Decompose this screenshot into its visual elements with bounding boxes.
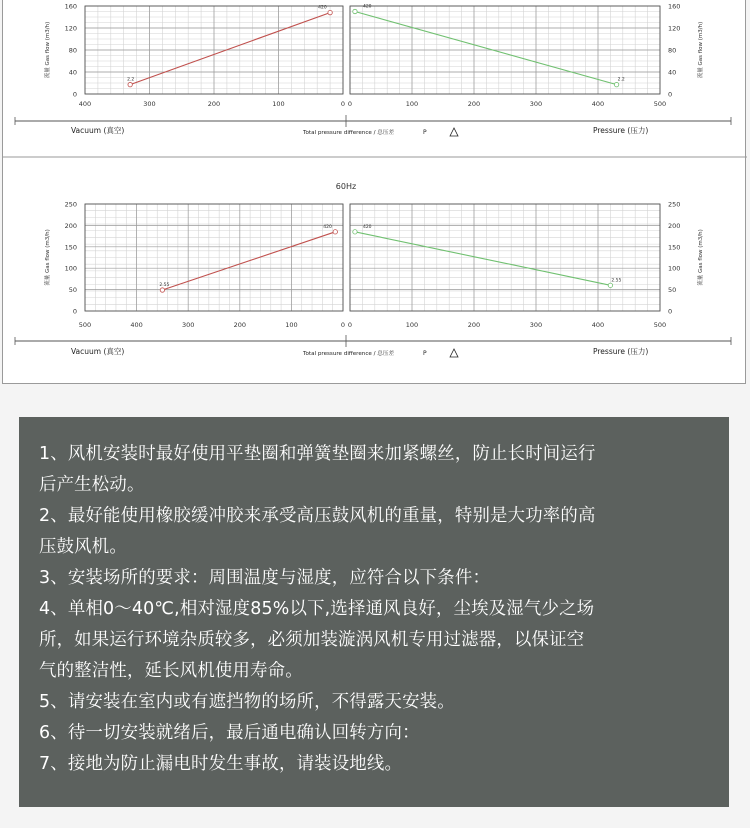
- y-tick-label: 250: [668, 200, 681, 209]
- y-tick-label: 50: [68, 286, 77, 295]
- charts-frame: [2, 0, 746, 384]
- x-tick-label: 300: [529, 321, 543, 329]
- series-line-vacuum: [130, 13, 330, 85]
- y-tick-label: 0: [668, 90, 673, 99]
- x-axis-label-right: Pressure (压力): [593, 126, 649, 135]
- y-tick-label: 150: [64, 243, 77, 252]
- x-tick-label: 200: [233, 321, 247, 329]
- data-point: [608, 283, 612, 287]
- data-label: 2.2: [617, 77, 625, 83]
- y-tick-label: 120: [668, 24, 681, 33]
- x-tick-label: 200: [467, 321, 481, 329]
- x-axis-label-right: Pressure (压力): [593, 347, 649, 356]
- note-line: 所，如果运行环境杂质较多，必须加装漩涡风机专用过滤器，以保证空: [39, 630, 585, 650]
- data-label: 420: [323, 224, 332, 230]
- x-tick-label: 100: [272, 100, 285, 108]
- data-point: [353, 230, 357, 234]
- y-tick-label: 0: [72, 90, 77, 99]
- y-tick-label: 100: [668, 264, 681, 273]
- chart-1: [15, 182, 731, 357]
- installation-notes-panel: [19, 417, 729, 807]
- y-axis-label: 流量 Gas flow (m3/h): [45, 21, 51, 79]
- y-tick-label: 80: [668, 46, 677, 55]
- data-label: 420: [362, 4, 372, 10]
- data-point: [614, 82, 618, 86]
- left-panel: [43, 201, 345, 330]
- note-line: 7、接地为防止漏电时发生事故，请装设地线。: [39, 754, 403, 774]
- x-tick-label: 400: [591, 321, 605, 329]
- y-tick-label: 200: [64, 221, 77, 230]
- note-line: 6、待一切安装就绪后，最后通电确认回转方向：: [39, 723, 420, 743]
- data-point: [160, 288, 164, 292]
- y-tick-label: 40: [68, 68, 77, 77]
- note-line: 4、单相0～40℃,相对湿度85%以下,选择通风良好，尘埃及湿气少之场: [39, 599, 595, 619]
- x-tick-label: 300: [529, 100, 543, 108]
- x-axis-label-symbol: P: [423, 129, 427, 136]
- delta-icon: [450, 349, 458, 357]
- x-tick-label: 100: [405, 100, 419, 108]
- y-tick-label: 80: [68, 46, 77, 55]
- y-tick-label: 250: [64, 200, 77, 209]
- performance-charts: [3, 0, 747, 384]
- y-axis-label: 流量 Gas flow (m3/h): [45, 229, 51, 286]
- y-tick-label: 160: [668, 2, 681, 11]
- x-tick-label: 400: [591, 100, 605, 108]
- note-line: 后产生松动。: [39, 475, 145, 495]
- note-line: 气的整洁性，延长风机使用寿命。: [39, 661, 303, 681]
- y-axis-label: 流量 Gas flow (m3/h): [698, 229, 704, 286]
- x-tick-label: 500: [653, 321, 667, 329]
- data-label: 2.55: [611, 278, 622, 284]
- x-axis-label-center: Total pressure difference / 总压差: [303, 351, 395, 357]
- data-point: [328, 10, 332, 14]
- x-tick-label: 500: [653, 100, 667, 108]
- chart-0: [3, 3, 747, 158]
- data-label: 2.2: [127, 77, 135, 83]
- x-tick-label: 0: [340, 100, 346, 108]
- right-panel: [348, 3, 704, 109]
- x-tick-label: 400: [130, 321, 143, 329]
- x-tick-label: 0: [347, 321, 353, 329]
- data-point: [128, 82, 132, 86]
- y-tick-label: 150: [668, 243, 681, 252]
- data-label: 2.55: [159, 283, 170, 289]
- y-tick-label: 0: [72, 307, 77, 316]
- y-tick-label: 100: [64, 264, 77, 273]
- y-axis-label: 流量 Gas flow (m3/h): [698, 21, 704, 79]
- y-tick-label: 200: [668, 221, 681, 230]
- y-tick-label: 160: [64, 2, 77, 11]
- x-tick-label: 500: [78, 321, 92, 329]
- x-axis-label-left: Vacuum (真空): [71, 126, 125, 135]
- right-panel: [348, 201, 704, 330]
- x-tick-label: 200: [207, 100, 221, 108]
- x-axis-label-center: Total pressure difference / 总压差: [303, 130, 395, 136]
- x-tick-label: 0: [340, 321, 346, 329]
- x-axis-label-symbol: P: [423, 350, 427, 357]
- x-axis-label-left: Vacuum (真空): [71, 347, 125, 356]
- x-tick-label: 400: [78, 100, 92, 108]
- x-tick-label: 100: [405, 321, 419, 329]
- data-point: [353, 9, 357, 13]
- x-tick-label: 300: [181, 321, 195, 329]
- y-tick-label: 120: [64, 24, 77, 33]
- x-tick-label: 300: [143, 100, 156, 108]
- note-line: 压鼓风机。: [39, 537, 127, 557]
- note-line: 5、请安装在室内或有遮挡物的场所，不得露天安装。: [39, 692, 455, 712]
- note-line: 2、最好能使用橡胶缓冲胶来承受高压鼓风机的重量，特别是大功率的高: [39, 506, 596, 526]
- data-label: 420: [362, 224, 372, 230]
- note-line: 1、风机安装时最好使用平垫圈和弹簧垫圈来加紧螺丝，防止长时间运行: [39, 444, 596, 464]
- delta-icon: [450, 128, 458, 136]
- y-tick-label: 0: [668, 307, 673, 316]
- y-tick-label: 50: [668, 286, 677, 295]
- y-tick-label: 40: [668, 68, 677, 77]
- data-label: 420: [318, 5, 327, 11]
- chart-title: 60Hz: [335, 182, 357, 191]
- x-tick-label: 200: [467, 100, 481, 108]
- x-tick-label: 100: [285, 321, 298, 329]
- x-tick-label: 0: [347, 100, 353, 108]
- data-point: [333, 230, 337, 234]
- left-panel: [43, 3, 345, 109]
- note-line: 3、安装场所的要求：周围温度与湿度，应符合以下条件：: [39, 568, 491, 588]
